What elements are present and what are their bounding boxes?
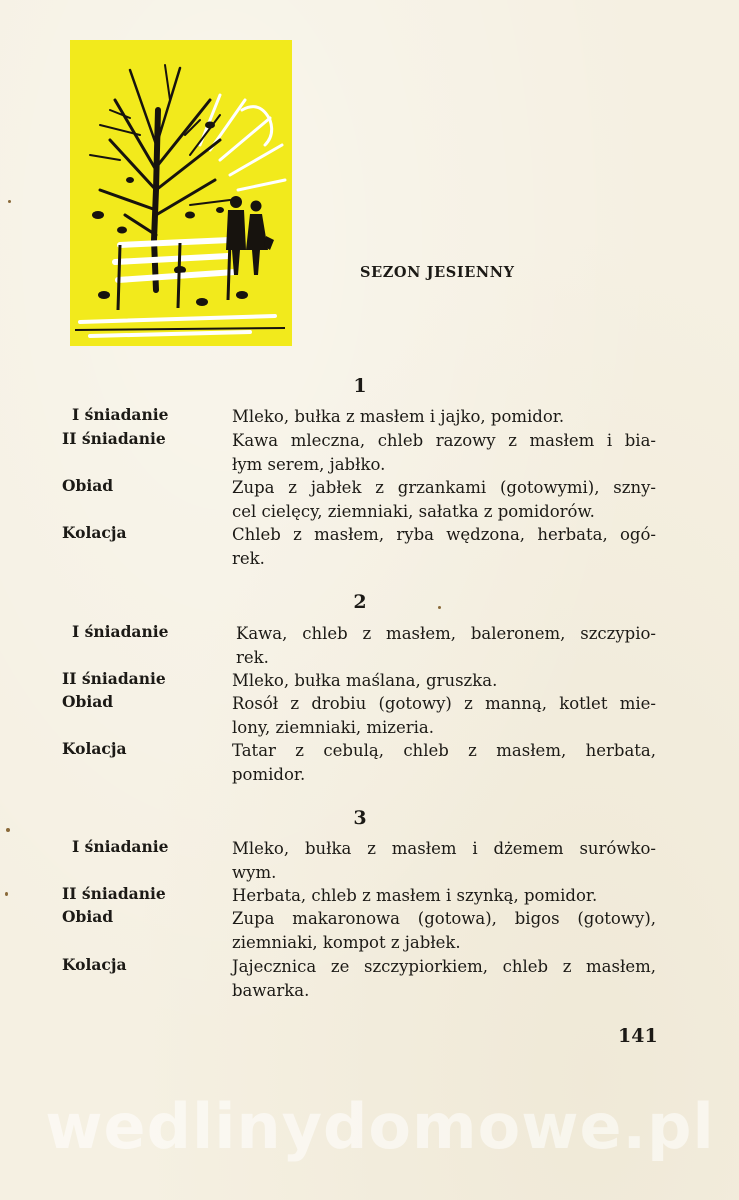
meal-line: Tatar z cebulą, chleb z masłem, herbata, — [232, 741, 656, 760]
meal-line: Kawa, chleb z masłem, baleronem, szczypio- — [236, 624, 656, 643]
meal-line: Jajecznica ze szczypiorkiem, chleb z masłem, — [232, 957, 656, 976]
meal-line: Zupa z jabłek z grzankami (gotowymi), szny- — [232, 478, 656, 497]
meal-line: lony, ziemniaki, mizeria. — [232, 717, 434, 737]
meal-name: II śniadanie — [62, 884, 166, 903]
meal-name: Kolacja — [62, 523, 127, 542]
meal-line: Chleb z masłem, ryba wędzona, herbata, ogó- — [232, 525, 656, 544]
meal-name: I śniadanie — [72, 837, 169, 856]
meal-line: łym serem, jabłko. — [232, 454, 386, 474]
meal-description — [232, 523, 656, 570]
meal-line: Herbata, chleb z masłem i szynką, pomidor. — [232, 886, 598, 905]
meal-description — [232, 955, 656, 1002]
meal-name: Obiad — [62, 476, 114, 495]
meal-description — [232, 429, 656, 476]
menu-number: 1 — [353, 375, 367, 397]
watermark: wedlinydomowe.pl — [45, 1090, 715, 1163]
meal-line: cel cielęcy, ziemniaki, sałatka z pomidorów. — [232, 501, 595, 521]
meal-line: Zupa makaronowa (gotowa), bigos (gotowy), — [232, 909, 656, 928]
meal-description — [232, 837, 656, 884]
meal-line: ziemniaki, kompot z jabłek. — [232, 932, 461, 952]
meal-description — [232, 907, 656, 954]
meal-description — [236, 622, 656, 669]
meal-name: I śniadanie — [72, 405, 169, 424]
meal-line: Kawa mleczna, chleb razowy z masłem i bia- — [232, 431, 656, 450]
menu-number: 3 — [353, 807, 367, 829]
meal-description — [232, 669, 656, 693]
paper-speck — [438, 606, 441, 609]
meal-line: Mleko, bułka maślana, gruszka. — [232, 671, 498, 690]
meal-name: Obiad — [62, 907, 114, 926]
section-title: SEZON JESIENNY — [360, 264, 515, 281]
meal-description — [232, 476, 656, 523]
paper-speck — [5, 892, 8, 896]
meal-line: bawarka. — [232, 980, 310, 1000]
meal-description — [232, 884, 656, 908]
meal-name: I śniadanie — [72, 622, 169, 641]
meal-name: Kolacja — [62, 955, 127, 974]
meal-description — [232, 405, 656, 429]
page-number: 141 — [618, 1025, 658, 1047]
menu-number: 2 — [353, 591, 367, 613]
meal-line: pomidor. — [232, 764, 306, 784]
meal-line: Rosół z drobiu (gotowy) z manną, kotlet mie- — [232, 694, 656, 713]
meal-name: II śniadanie — [62, 429, 166, 448]
autumn-park-illustration — [70, 40, 292, 346]
meal-line: wym. — [232, 862, 277, 882]
meal-name: Kolacja — [62, 739, 127, 758]
meal-line: rek. — [236, 647, 269, 667]
meal-description — [232, 739, 656, 786]
paper-speck — [8, 200, 11, 203]
meal-line: Mleko, bułka z masłem i dżemem surówko- — [232, 839, 656, 858]
meal-line: rek. — [232, 548, 265, 568]
paper-speck — [6, 828, 10, 832]
meal-name: II śniadanie — [62, 669, 166, 688]
meal-name: Obiad — [62, 692, 114, 711]
meal-line: Mleko, bułka z masłem i jajko, pomidor. — [232, 407, 565, 426]
meal-description — [232, 692, 656, 739]
